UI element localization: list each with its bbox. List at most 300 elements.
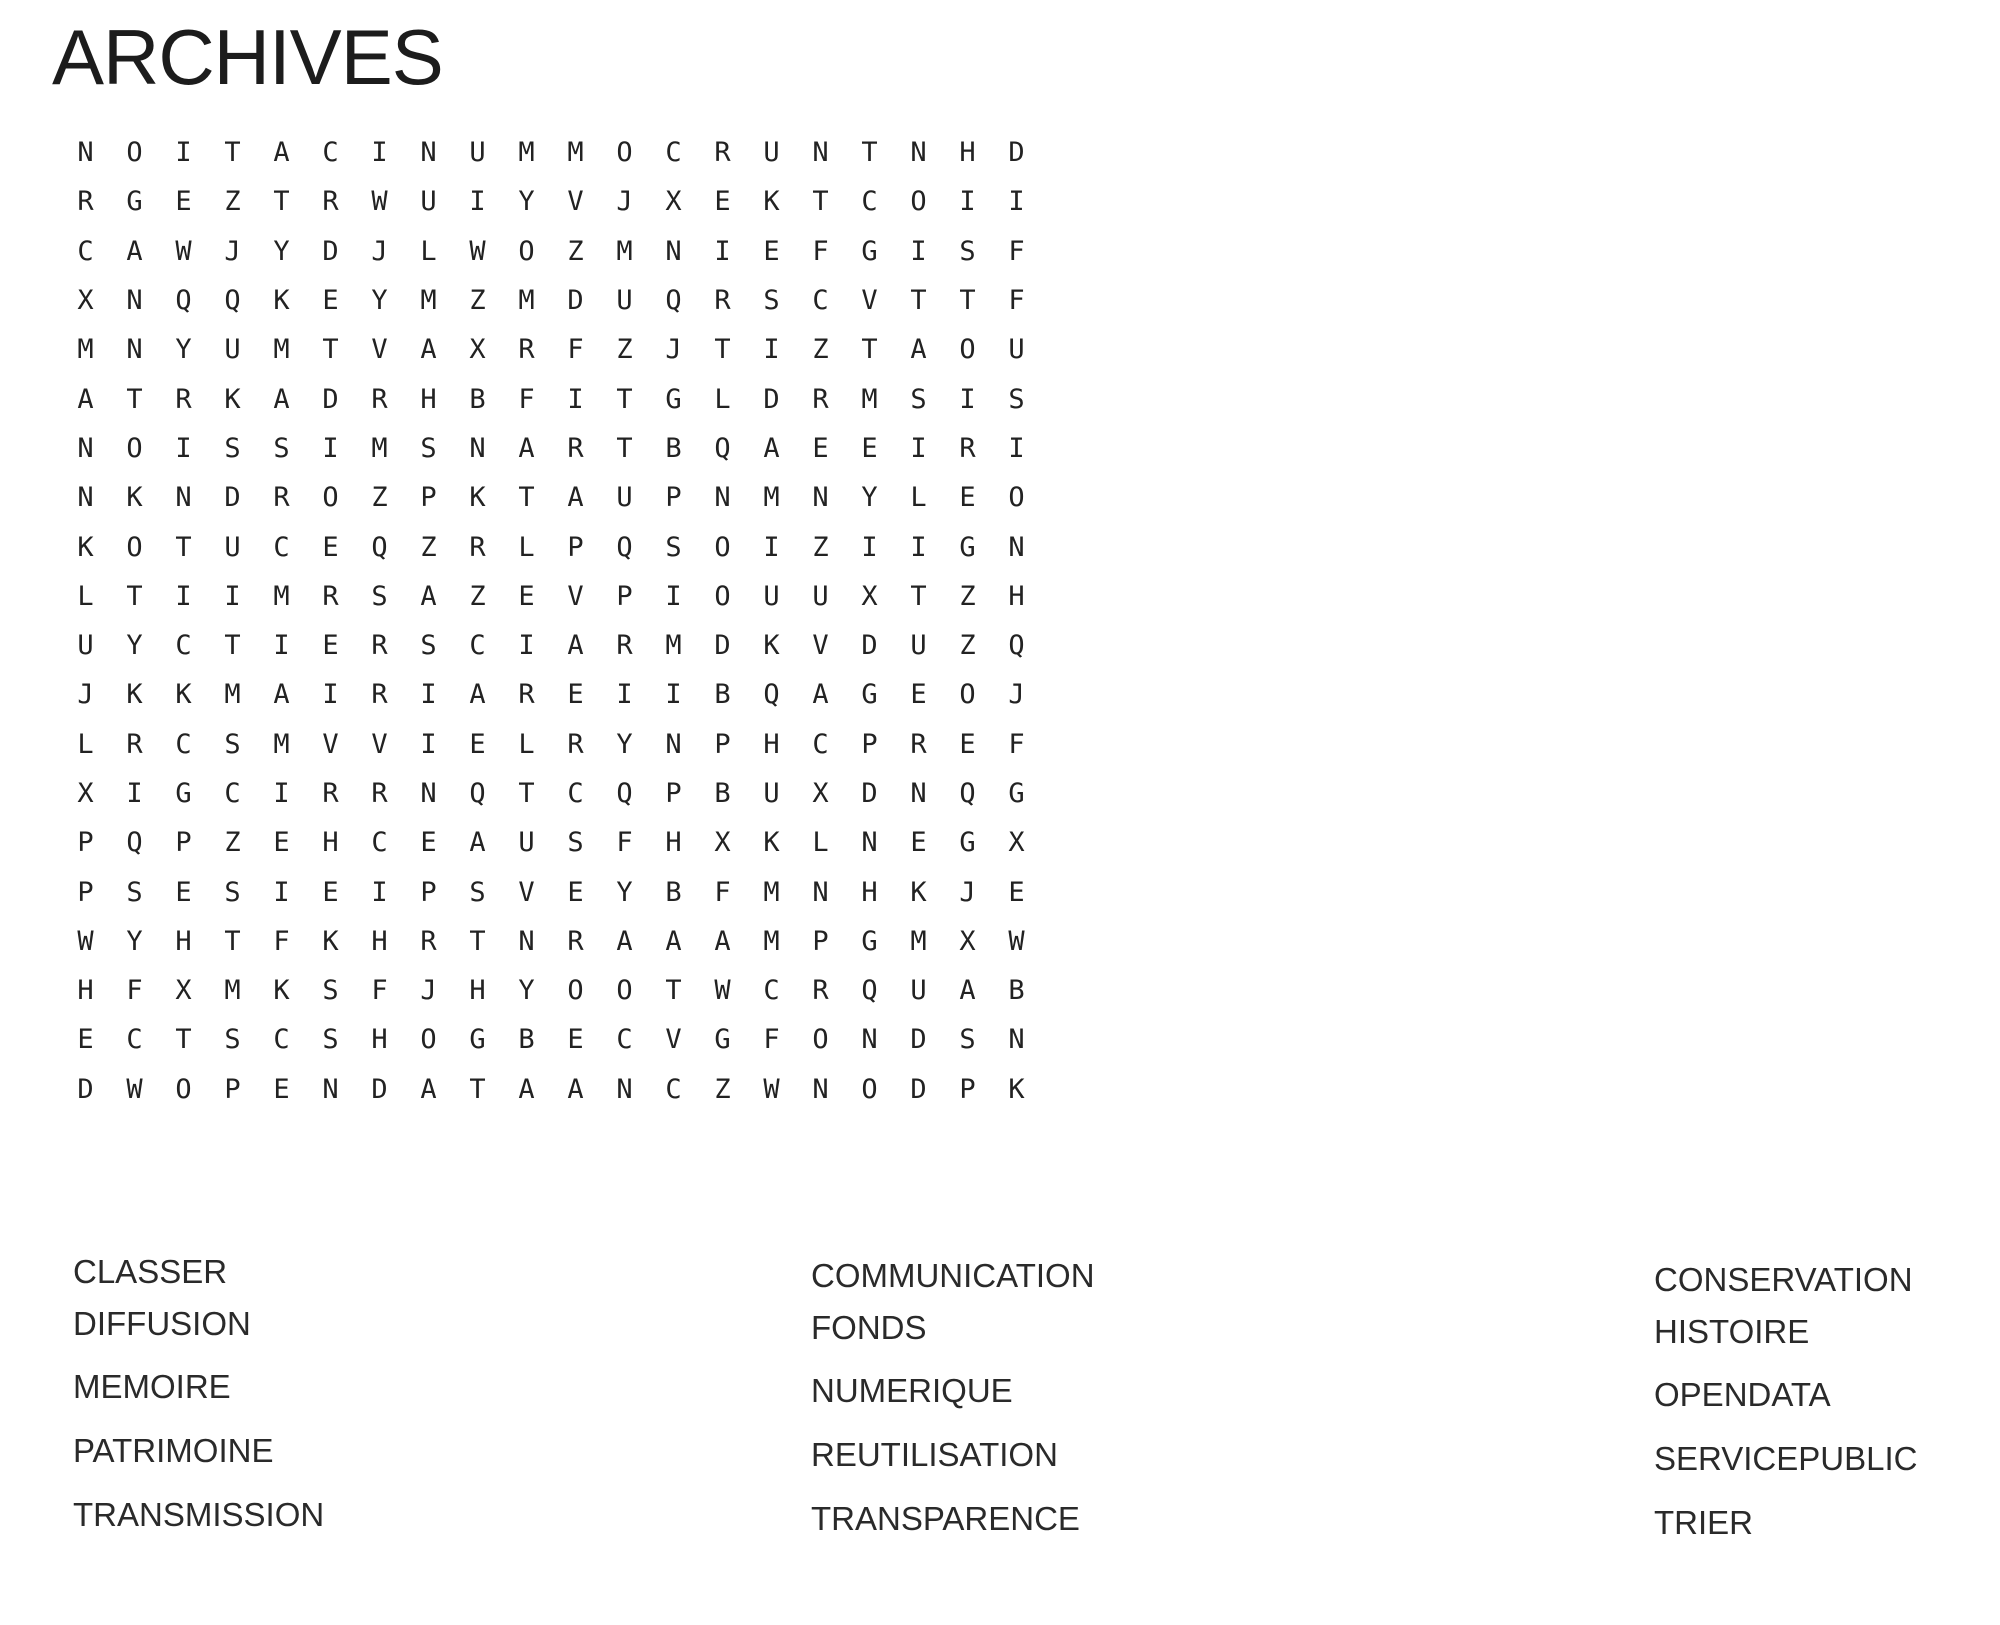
- grid-letter: J: [665, 334, 682, 366]
- grid-letter: R: [420, 925, 437, 957]
- grid-letter: L: [77, 728, 94, 760]
- grid-letter: X: [959, 925, 976, 957]
- grid-letter: F: [273, 925, 290, 957]
- grid-letter: M: [371, 432, 388, 464]
- grid-letter: X: [175, 975, 192, 1007]
- grid-letter: M: [77, 334, 94, 366]
- grid-letter: H: [175, 925, 192, 957]
- grid-letter: U: [518, 827, 535, 859]
- grid-letter: V: [322, 728, 339, 760]
- grid-letter: R: [959, 432, 976, 464]
- grid-letter: M: [616, 235, 633, 267]
- grid-letter: T: [175, 1024, 192, 1056]
- grid-letter: S: [959, 1024, 976, 1056]
- grid-letter: C: [175, 630, 192, 662]
- grid-letter: P: [714, 728, 731, 760]
- grid-letter: S: [224, 432, 241, 464]
- grid-letter: Q: [861, 975, 878, 1007]
- grid-letter: P: [420, 482, 437, 514]
- grid-letter: I: [469, 186, 486, 218]
- grid-letter: S: [371, 580, 388, 612]
- grid-letter: F: [1008, 285, 1025, 317]
- grid-letter: O: [322, 482, 339, 514]
- grid-letter: W: [763, 1073, 780, 1105]
- grid-letter: C: [812, 285, 829, 317]
- grid-letter: G: [959, 531, 976, 563]
- grid-letter: O: [175, 1073, 192, 1105]
- grid-letter: Y: [126, 630, 143, 662]
- word-list-item: TRIER: [1654, 1504, 1753, 1541]
- grid-letter: J: [420, 975, 437, 1007]
- grid-letter: C: [224, 778, 241, 809]
- grid-letter: P: [224, 1073, 241, 1105]
- grid-letter: T: [126, 580, 143, 612]
- grid-letter: A: [469, 679, 486, 711]
- grid-letter: I: [567, 383, 584, 415]
- grid-letter: O: [1008, 482, 1025, 514]
- grid-letter: A: [959, 975, 976, 1007]
- grid-letter: G: [175, 778, 192, 809]
- grid-letter: T: [322, 334, 339, 366]
- grid-letter: C: [469, 630, 486, 662]
- grid-letter: M: [420, 285, 437, 317]
- grid-letter: M: [567, 137, 584, 169]
- grid-letter: X: [714, 827, 731, 859]
- grid-letter: R: [322, 580, 339, 612]
- grid-letter: F: [1008, 728, 1025, 760]
- grid-letter: C: [665, 137, 682, 169]
- grid-letter: E: [567, 1024, 584, 1056]
- grid-letter: K: [273, 975, 290, 1007]
- grid-letter: I: [175, 580, 192, 612]
- grid-letter: J: [959, 876, 976, 908]
- grid-letter: I: [322, 432, 339, 464]
- grid-letter: O: [714, 531, 731, 563]
- word-list-item: REUTILISATION: [811, 1436, 1058, 1473]
- grid-letter: N: [665, 728, 682, 760]
- grid-letter: P: [665, 778, 682, 809]
- grid-letter: E: [1008, 876, 1025, 908]
- grid-letter: I: [371, 876, 388, 908]
- grid-letter: U: [763, 778, 780, 809]
- grid-letter: N: [469, 432, 486, 464]
- grid-letter: S: [959, 235, 976, 267]
- grid-letter: S: [322, 975, 339, 1007]
- grid-letter: N: [1008, 1024, 1025, 1056]
- grid-letter: M: [273, 334, 290, 366]
- grid-letter: I: [763, 334, 780, 366]
- grid-letter: J: [77, 679, 94, 711]
- grid-letter: Q: [126, 827, 143, 859]
- grid-letter: E: [273, 827, 290, 859]
- grid-letter: U: [77, 630, 94, 662]
- page-title: ARCHIVES: [52, 13, 443, 101]
- grid-letter: A: [77, 383, 94, 415]
- grid-letter: N: [420, 778, 437, 809]
- grid-letter: U: [224, 531, 241, 563]
- grid-letter: R: [322, 186, 339, 218]
- grid-letter: K: [224, 383, 241, 415]
- grid-letter: E: [910, 679, 927, 711]
- grid-letter: D: [371, 1073, 388, 1105]
- grid-letter: H: [763, 728, 780, 760]
- grid-letter: L: [420, 235, 437, 267]
- grid-letter: N: [812, 876, 829, 908]
- grid-letter: T: [126, 383, 143, 415]
- grid-letter: A: [420, 334, 437, 366]
- grid-letter: K: [910, 876, 927, 908]
- grid-letter: V: [567, 580, 584, 612]
- grid-letter: F: [567, 334, 584, 366]
- grid-letter: I: [910, 432, 927, 464]
- grid-letter: Z: [959, 580, 976, 612]
- grid-letter: J: [616, 186, 633, 218]
- grid-letter: O: [126, 432, 143, 464]
- word-search-grid: [61, 128, 1061, 1108]
- grid-letter: Q: [616, 531, 633, 563]
- grid-letter: R: [77, 186, 94, 218]
- grid-letter: D: [861, 630, 878, 662]
- grid-letter: D: [910, 1024, 927, 1056]
- grid-letter: P: [616, 580, 633, 612]
- grid-letter: T: [224, 137, 241, 169]
- grid-letter: V: [861, 285, 878, 317]
- grid-letter: O: [812, 1024, 829, 1056]
- grid-letter: N: [77, 432, 94, 464]
- grid-letter: K: [763, 186, 780, 218]
- grid-letter: N: [812, 1073, 829, 1105]
- grid-letter: X: [77, 778, 94, 809]
- grid-letter: N: [910, 137, 927, 169]
- grid-letter: G: [959, 827, 976, 859]
- grid-letter: I: [518, 630, 535, 662]
- grid-letter: Q: [763, 679, 780, 711]
- grid-letter: U: [910, 975, 927, 1007]
- grid-letter: M: [224, 679, 241, 711]
- grid-letter: B: [714, 679, 731, 711]
- grid-letter: O: [714, 580, 731, 612]
- grid-letter: U: [469, 137, 486, 169]
- grid-letter: N: [861, 827, 878, 859]
- grid-letter: S: [224, 876, 241, 908]
- grid-letter: H: [322, 827, 339, 859]
- word-list-item: DIFFUSION: [73, 1305, 251, 1342]
- grid-letter: L: [518, 531, 535, 563]
- grid-letter: C: [861, 186, 878, 218]
- grid-letter: N: [322, 1073, 339, 1105]
- grid-letter: P: [812, 925, 829, 957]
- grid-letter: T: [959, 285, 976, 317]
- grid-letter: I: [616, 679, 633, 711]
- grid-letter: S: [273, 432, 290, 464]
- grid-letter: Z: [812, 531, 829, 563]
- grid-letter: K: [469, 482, 486, 514]
- grid-letter: N: [1008, 531, 1025, 563]
- grid-letter: Q: [714, 432, 731, 464]
- word-list-item: PATRIMOINE: [73, 1432, 274, 1469]
- grid-letter: N: [420, 137, 437, 169]
- grid-letter: R: [518, 679, 535, 711]
- grid-letter: S: [126, 876, 143, 908]
- grid-letter: Z: [371, 482, 388, 514]
- grid-letter: U: [763, 137, 780, 169]
- grid-letter: G: [665, 383, 682, 415]
- grid-letter: N: [77, 482, 94, 514]
- grid-letter: S: [469, 876, 486, 908]
- grid-letter: I: [959, 383, 976, 415]
- grid-letter: D: [861, 778, 878, 809]
- grid-letter: S: [224, 1024, 241, 1056]
- grid-letter: H: [665, 827, 682, 859]
- grid-letter: T: [861, 334, 878, 366]
- grid-letter: B: [714, 778, 731, 809]
- grid-letter: P: [665, 482, 682, 514]
- grid-letter: Y: [175, 334, 192, 366]
- grid-letter: Z: [469, 285, 486, 317]
- grid-letter: F: [714, 876, 731, 908]
- word-list-item: HISTOIRE: [1654, 1313, 1810, 1350]
- grid-letter: Q: [616, 778, 633, 809]
- grid-letter: Z: [812, 334, 829, 366]
- word-list-item: OPENDATA: [1654, 1376, 1831, 1413]
- grid-letter: I: [959, 186, 976, 218]
- grid-letter: Q: [469, 778, 486, 809]
- grid-letter: S: [763, 285, 780, 317]
- grid-letter: E: [910, 827, 927, 859]
- grid-letter: I: [714, 235, 731, 267]
- grid-letter: E: [420, 827, 437, 859]
- grid-letter: L: [77, 580, 94, 612]
- grid-letter: A: [616, 925, 633, 957]
- grid-letter: C: [665, 1073, 682, 1105]
- grid-letter: X: [665, 186, 682, 218]
- grid-letter: Z: [469, 580, 486, 612]
- grid-letter: O: [959, 679, 976, 711]
- grid-letter: A: [812, 679, 829, 711]
- grid-letter: V: [812, 630, 829, 662]
- grid-letter: A: [567, 630, 584, 662]
- grid-letter: O: [518, 235, 535, 267]
- grid-letter: E: [322, 630, 339, 662]
- grid-letter: D: [322, 235, 339, 267]
- grid-letter: M: [224, 975, 241, 1007]
- grid-letter: T: [518, 778, 535, 809]
- grid-letter: R: [567, 728, 584, 760]
- grid-letter: N: [861, 1024, 878, 1056]
- grid-letter: R: [518, 334, 535, 366]
- grid-letter: O: [861, 1073, 878, 1105]
- grid-letter: K: [1008, 1073, 1025, 1105]
- grid-letter: H: [77, 975, 94, 1007]
- grid-letter: X: [77, 285, 94, 317]
- grid-letter: M: [910, 925, 927, 957]
- grid-letter: F: [518, 383, 535, 415]
- grid-letter: G: [861, 679, 878, 711]
- grid-letter: T: [861, 137, 878, 169]
- grid-letter: R: [812, 975, 829, 1007]
- grid-letter: I: [126, 778, 143, 809]
- grid-letter: I: [371, 137, 388, 169]
- grid-letter: G: [861, 235, 878, 267]
- grid-letter: N: [616, 1073, 633, 1105]
- grid-letter: C: [77, 235, 94, 267]
- grid-letter: E: [763, 235, 780, 267]
- grid-letter: K: [126, 679, 143, 711]
- grid-letter: P: [175, 827, 192, 859]
- grid-letter: A: [420, 1073, 437, 1105]
- grid-letter: W: [1008, 925, 1025, 957]
- grid-letter: N: [126, 285, 143, 317]
- grid-letter: R: [567, 925, 584, 957]
- grid-letter: U: [910, 630, 927, 662]
- grid-letter: E: [273, 1073, 290, 1105]
- grid-letter: Z: [616, 334, 633, 366]
- grid-letter: V: [371, 334, 388, 366]
- grid-letter: L: [910, 482, 927, 514]
- grid-letter: O: [616, 975, 633, 1007]
- grid-letter: R: [126, 728, 143, 760]
- grid-letter: M: [665, 630, 682, 662]
- grid-letter: N: [126, 334, 143, 366]
- grid-letter: W: [126, 1073, 143, 1105]
- grid-letter: T: [910, 285, 927, 317]
- grid-letter: Z: [959, 630, 976, 662]
- grid-letter: R: [371, 383, 388, 415]
- grid-letter: K: [175, 679, 192, 711]
- grid-letter: T: [518, 482, 535, 514]
- grid-letter: I: [175, 432, 192, 464]
- grid-letter: A: [714, 925, 731, 957]
- grid-letter: Q: [224, 285, 241, 317]
- grid-letter: A: [420, 580, 437, 612]
- grid-letter: C: [175, 728, 192, 760]
- grid-letter: F: [616, 827, 633, 859]
- grid-letter: Q: [175, 285, 192, 317]
- grid-letter: T: [910, 580, 927, 612]
- grid-letter: A: [273, 137, 290, 169]
- grid-letter: K: [126, 482, 143, 514]
- grid-letter: V: [371, 728, 388, 760]
- grid-letter: J: [224, 235, 241, 267]
- grid-letter: F: [1008, 235, 1025, 267]
- grid-letter: B: [665, 432, 682, 464]
- grid-letter: M: [518, 137, 535, 169]
- grid-letter: R: [714, 137, 731, 169]
- grid-letter: T: [665, 975, 682, 1007]
- grid-letter: I: [420, 679, 437, 711]
- grid-letter: Y: [518, 186, 535, 218]
- grid-letter: U: [763, 580, 780, 612]
- grid-letter: A: [518, 1073, 535, 1105]
- grid-letter: M: [861, 383, 878, 415]
- grid-letter: O: [616, 137, 633, 169]
- word-list-item: TRANSMISSION: [73, 1496, 325, 1533]
- grid-letter: C: [567, 778, 584, 809]
- grid-letter: Z: [420, 531, 437, 563]
- grid-letter: T: [616, 383, 633, 415]
- grid-letter: T: [469, 1073, 486, 1105]
- grid-letter: U: [616, 285, 633, 317]
- grid-letter: R: [714, 285, 731, 317]
- grid-letter: V: [518, 876, 535, 908]
- grid-letter: I: [273, 630, 290, 662]
- grid-letter: F: [812, 235, 829, 267]
- grid-letter: E: [861, 432, 878, 464]
- grid-letter: P: [77, 876, 94, 908]
- grid-letter: B: [469, 383, 486, 415]
- grid-letter: V: [665, 1024, 682, 1056]
- grid-letter: D: [322, 383, 339, 415]
- grid-letter: Y: [371, 285, 388, 317]
- grid-letter: I: [910, 235, 927, 267]
- grid-letter: E: [567, 876, 584, 908]
- grid-letter: E: [812, 432, 829, 464]
- grid-letter: C: [273, 531, 290, 563]
- grid-letter: E: [469, 728, 486, 760]
- word-list-item: MEMOIRE: [73, 1368, 231, 1405]
- grid-letter: T: [224, 925, 241, 957]
- grid-letter: N: [518, 925, 535, 957]
- grid-letter: S: [567, 827, 584, 859]
- grid-letter: I: [665, 580, 682, 612]
- grid-letter: E: [77, 1024, 94, 1056]
- grid-letter: F: [371, 975, 388, 1007]
- grid-letter: M: [273, 580, 290, 612]
- grid-letter: A: [126, 235, 143, 267]
- grid-letter: T: [812, 186, 829, 218]
- grid-letter: H: [959, 137, 976, 169]
- grid-letter: R: [273, 482, 290, 514]
- grid-letter: A: [273, 383, 290, 415]
- word-list-item: SERVICEPUBLIC: [1654, 1440, 1918, 1477]
- grid-letter: O: [126, 531, 143, 563]
- grid-letter: Y: [518, 975, 535, 1007]
- grid-letter: S: [420, 630, 437, 662]
- grid-letter: E: [567, 679, 584, 711]
- grid-letter: W: [77, 925, 94, 957]
- grid-letter: T: [224, 630, 241, 662]
- grid-letter: O: [910, 186, 927, 218]
- grid-letter: X: [1008, 827, 1025, 859]
- grid-letter: B: [518, 1024, 535, 1056]
- grid-letter: O: [567, 975, 584, 1007]
- grid-letter: Z: [224, 186, 241, 218]
- grid-letter: Y: [616, 876, 633, 908]
- grid-letter: W: [469, 235, 486, 267]
- grid-letter: H: [371, 925, 388, 957]
- grid-letter: E: [175, 876, 192, 908]
- grid-letter: W: [371, 186, 388, 218]
- grid-letter: K: [77, 531, 94, 563]
- grid-letter: M: [273, 728, 290, 760]
- grid-letter: K: [273, 285, 290, 317]
- grid-letter: S: [665, 531, 682, 563]
- grid-letter: T: [714, 334, 731, 366]
- grid-letter: M: [763, 482, 780, 514]
- grid-letter: A: [469, 827, 486, 859]
- grid-letter: Q: [1008, 630, 1025, 662]
- grid-letter: H: [420, 383, 437, 415]
- grid-letter: I: [861, 531, 878, 563]
- grid-letter: L: [812, 827, 829, 859]
- grid-letter: T: [616, 432, 633, 464]
- grid-letter: A: [567, 1073, 584, 1105]
- grid-letter: P: [420, 876, 437, 908]
- grid-letter: R: [910, 728, 927, 760]
- grid-letter: I: [665, 679, 682, 711]
- grid-letter: X: [812, 778, 829, 809]
- grid-letter: G: [714, 1024, 731, 1056]
